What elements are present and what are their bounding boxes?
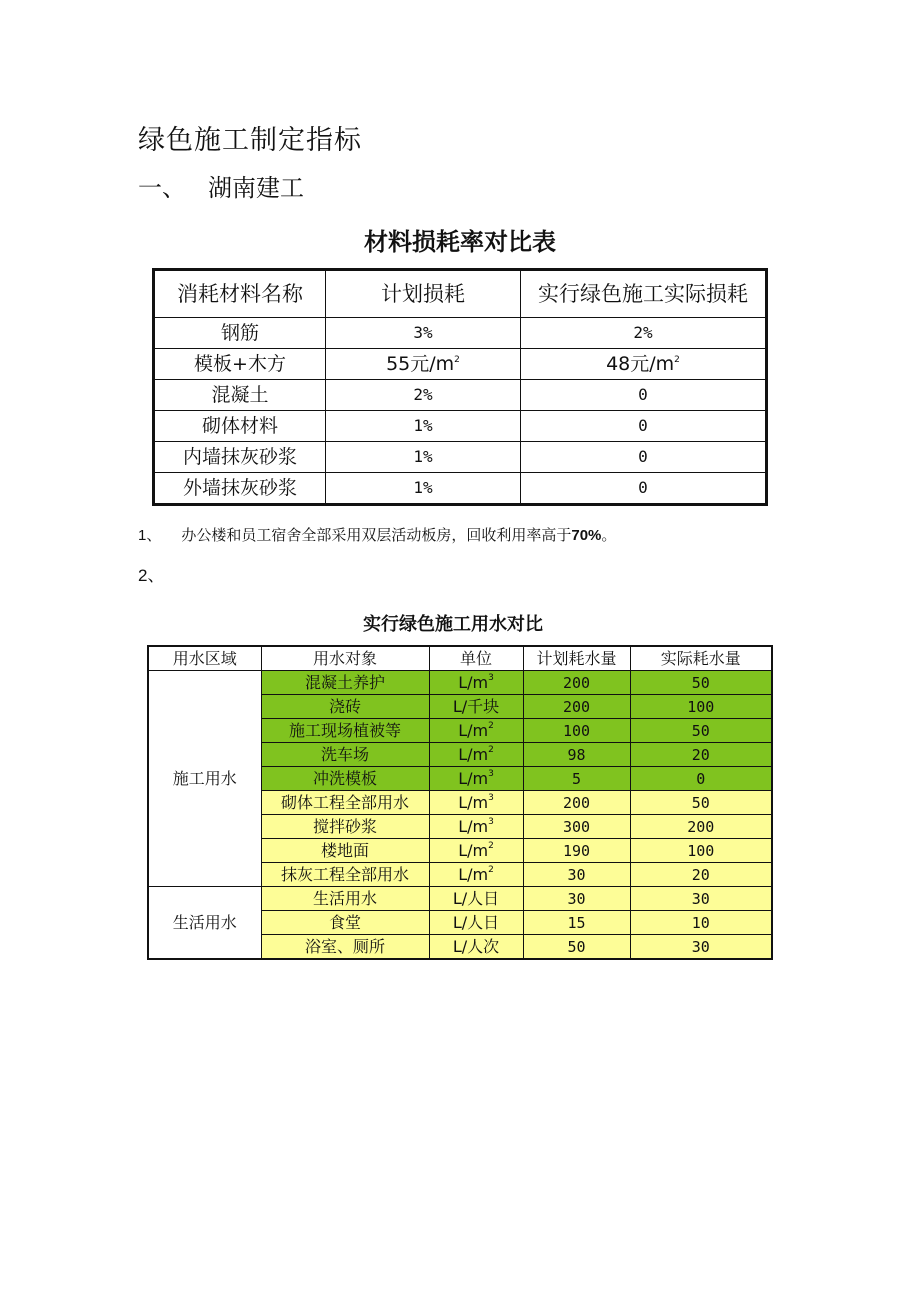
water-unit <box>429 719 523 743</box>
table-header-row <box>154 270 767 318</box>
water-unit-text: L/人次 <box>452 936 500 956</box>
planned-water: 300 <box>523 815 630 839</box>
actual-water: 20 <box>630 743 772 767</box>
water-object: 施工现场植被等 <box>261 719 429 743</box>
actual-loss: 0 <box>521 411 767 442</box>
planned-water: 190 <box>523 839 630 863</box>
note-item-1-number: 1、 <box>138 527 162 544</box>
actual-water: 0 <box>630 767 772 791</box>
water-unit <box>429 767 523 791</box>
header-water-region: 用水区域 <box>148 646 261 671</box>
water-object: 搅拌砂浆 <box>261 815 429 839</box>
unit-superscript: 2 <box>488 720 494 731</box>
table-row <box>154 473 767 505</box>
header-material-name: 消耗材料名称 <box>154 270 326 318</box>
water-unit <box>429 743 523 767</box>
table-header-row <box>148 646 772 671</box>
header-actual-water: 实际耗水量 <box>630 646 772 671</box>
water-region: 生活用水 <box>148 887 261 960</box>
material-name: 砌体材料 <box>154 411 326 442</box>
water-unit <box>429 887 523 911</box>
water-unit <box>429 671 523 695</box>
table-row <box>154 411 767 442</box>
section-heading <box>138 168 304 203</box>
unit-superscript: 3 <box>488 816 494 827</box>
actual-water: 100 <box>630 839 772 863</box>
material-name: 内墙抹灰砂浆 <box>154 442 326 473</box>
unit-superscript: 2 <box>488 840 494 851</box>
water-unit-text: L/人日 <box>452 912 500 932</box>
planned-loss-value: 55元/m <box>386 353 455 375</box>
actual-water: 30 <box>630 935 772 960</box>
water-object: 洗车场 <box>261 743 429 767</box>
water-object: 冲洗模板 <box>261 767 429 791</box>
planned-water: 200 <box>523 791 630 815</box>
header-unit: 单位 <box>429 646 523 671</box>
water-unit-text: L/千块 <box>452 696 500 716</box>
planned-loss: 3% <box>326 318 521 349</box>
water-object: 食堂 <box>261 911 429 935</box>
planned-loss: 1% <box>326 473 521 505</box>
planned-water: 100 <box>523 719 630 743</box>
planned-loss: 2% <box>326 380 521 411</box>
actual-loss: 0 <box>521 473 767 505</box>
water-usage-table <box>147 645 773 960</box>
water-unit <box>429 935 523 960</box>
material-name: 模板+木方 <box>154 349 326 380</box>
note-item-1-value: 70% <box>571 527 602 544</box>
table-row <box>148 887 772 911</box>
planned-loss: 1% <box>326 411 521 442</box>
material-name: 钢筋 <box>154 318 326 349</box>
material-loss-table-caption: 材料损耗率对比表 <box>364 228 556 256</box>
note-item-1-text: 办公楼和员工宿舍全部采用双层活动板房，回收利用率高于 <box>181 526 572 544</box>
water-usage-table-caption: 实行绿色施工用水对比 <box>363 614 543 635</box>
actual-water: 50 <box>630 791 772 815</box>
actual-loss-value: 48元/m <box>606 353 675 375</box>
actual-water: 30 <box>630 887 772 911</box>
actual-water: 200 <box>630 815 772 839</box>
unit-superscript: 2 <box>488 744 494 755</box>
water-unit <box>429 863 523 887</box>
water-unit <box>429 695 523 719</box>
note-item-1 <box>138 524 616 545</box>
water-unit-text: L/m <box>458 816 489 836</box>
material-name: 混凝土 <box>154 380 326 411</box>
water-unit-text: L/m <box>458 864 489 884</box>
planned-water: 30 <box>523 887 630 911</box>
water-unit-text: L/m <box>458 744 489 764</box>
actual-water: 50 <box>630 671 772 695</box>
actual-water: 50 <box>630 719 772 743</box>
water-object: 混凝土养护 <box>261 671 429 695</box>
header-planned-water: 计划耗水量 <box>523 646 630 671</box>
actual-water: 10 <box>630 911 772 935</box>
water-object: 砌体工程全部用水 <box>261 791 429 815</box>
table-row <box>148 671 772 695</box>
planned-water: 98 <box>523 743 630 767</box>
document-title: 绿色施工制定指标 <box>138 125 362 156</box>
actual-water: 100 <box>630 695 772 719</box>
unit-superscript: 3 <box>488 768 494 779</box>
section-number: 一、 <box>138 174 186 202</box>
header-actual-loss: 实行绿色施工实际损耗 <box>521 270 767 318</box>
water-unit-text: L/m <box>458 768 489 788</box>
note-item-2-number: 2、 <box>138 566 165 585</box>
unit-superscript: 3 <box>488 672 494 683</box>
actual-water: 20 <box>630 863 772 887</box>
planned-loss <box>326 349 521 380</box>
water-unit <box>429 839 523 863</box>
actual-loss: 0 <box>521 380 767 411</box>
material-loss-table <box>152 268 768 506</box>
unit-superscript: 3 <box>488 792 494 803</box>
water-unit-text: L/m <box>458 672 489 692</box>
planned-water: 30 <box>523 863 630 887</box>
note-item-1-end: 。 <box>601 526 617 544</box>
water-object: 楼地面 <box>261 839 429 863</box>
actual-loss: 0 <box>521 442 767 473</box>
material-name: 外墙抹灰砂浆 <box>154 473 326 505</box>
section-name: 湖南建工 <box>208 174 304 202</box>
water-unit-text: L/m <box>458 720 489 740</box>
table-row <box>154 318 767 349</box>
actual-loss <box>521 349 767 380</box>
table-row <box>154 349 767 380</box>
planned-loss: 1% <box>326 442 521 473</box>
actual-loss: 2% <box>521 318 767 349</box>
water-unit-text: L/m <box>458 792 489 812</box>
water-object: 浴室、厕所 <box>261 935 429 960</box>
water-unit-text: L/m <box>458 840 489 860</box>
planned-water: 50 <box>523 935 630 960</box>
unit-superscript: 2 <box>454 355 460 365</box>
table-row <box>154 380 767 411</box>
water-object: 生活用水 <box>261 887 429 911</box>
water-region: 施工用水 <box>148 671 261 887</box>
unit-superscript: 2 <box>488 864 494 875</box>
header-planned-loss: 计划损耗 <box>326 270 521 318</box>
water-unit <box>429 815 523 839</box>
water-unit-text: L/人日 <box>452 888 500 908</box>
water-unit <box>429 911 523 935</box>
water-object: 浇砖 <box>261 695 429 719</box>
water-unit <box>429 791 523 815</box>
header-water-object: 用水对象 <box>261 646 429 671</box>
planned-water: 200 <box>523 671 630 695</box>
water-usage-table-body <box>148 646 772 959</box>
planned-water: 5 <box>523 767 630 791</box>
planned-water: 200 <box>523 695 630 719</box>
planned-water: 15 <box>523 911 630 935</box>
table-row <box>154 442 767 473</box>
unit-superscript: 2 <box>674 355 680 365</box>
water-object: 抹灰工程全部用水 <box>261 863 429 887</box>
